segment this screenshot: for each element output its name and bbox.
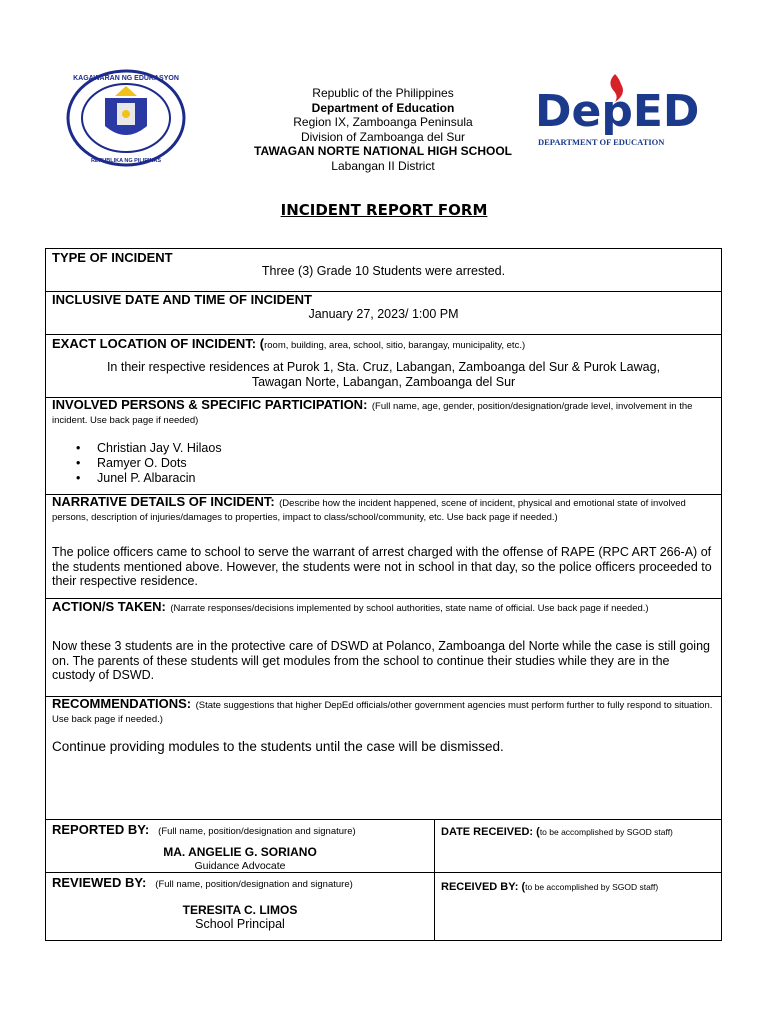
involved-persons-section <box>46 398 721 495</box>
incident-report-form <box>45 248 722 941</box>
narrative-label: NARRATIVE DETAILS OF INCIDENT: <box>52 494 275 509</box>
location-value-line-1: In their respective residences at Purok 1, Sta. Cruz, Labangan, Zamboanga del Sur & Purok Lawag, <box>106 360 661 374</box>
type-of-incident-section <box>46 249 721 292</box>
deped-logo <box>535 68 710 150</box>
deped-seal-logo <box>65 68 187 168</box>
persons-heading <box>52 399 712 427</box>
persons-hint: (Full name, age, gender, position/designation/grade level, involvement in the incident. Use back page if needed) <box>52 401 693 426</box>
received-by-heading <box>441 877 658 895</box>
reported-hint: (Full name, position/designation and signature) <box>158 826 356 837</box>
reported-heading <box>52 821 356 839</box>
narrative-section <box>46 495 721 599</box>
received-by-label: RECEIVED BY: ( <box>441 881 526 893</box>
deped-logo-text: DepED <box>535 86 700 137</box>
type-of-incident-value: Three (3) Grade 10 Students were arrested. <box>261 264 506 278</box>
reviewed-hint: (Full name, position/designation and signature) <box>155 879 353 890</box>
recommendations-hint: (State suggestions that higher DepEd officials/other government agencies must perform further to fully respond to situation. Use back page if needed.) <box>52 700 713 725</box>
reviewed-heading <box>52 874 353 892</box>
reviewed-section <box>46 873 721 940</box>
actions-hint: (Narrate responses/decisions implemented by school authorities, state name of official. Use back page if needed.) <box>170 603 649 614</box>
narrative-heading <box>52 496 714 524</box>
reported-position: Guidance Advocate <box>194 860 286 872</box>
location-label: EXACT LOCATION OF INCIDENT: ( <box>52 336 265 351</box>
location-section <box>46 335 721 398</box>
location-heading <box>52 335 525 353</box>
signature-column-divider <box>434 820 435 940</box>
reviewed-name: TERESITA C. LIMOS <box>182 903 298 917</box>
narrative-hint: (Describe how the incident happened, scene of incident, physical and emotional state of involved persons, description of injuries/damages to properties, impact to class/school/community, etc. Use back page if needed.) <box>52 498 686 523</box>
person-item: • Ramyer O. Dots <box>76 456 222 471</box>
date-time-value: January 27, 2023/ 1:00 PM <box>308 307 459 321</box>
actions-taken-section <box>46 599 721 697</box>
reviewed-label: REVIEWED BY: <box>52 875 147 890</box>
person-item: • Christian Jay V. Hilaos <box>76 441 222 456</box>
received-by-hint: to be accomplished by SGOD staff) <box>525 882 659 892</box>
reviewed-position: School Principal <box>195 917 285 931</box>
recommendations-label: RECOMMENDATIONS: <box>52 696 192 711</box>
department-line: Department of Education <box>311 100 455 115</box>
seal-text-top: KAGAWARAN NG EDUKASYON <box>73 75 179 82</box>
date-received-label: DATE RECEIVED: ( <box>441 826 540 838</box>
person-item: • Junel P. Albaracin <box>76 471 222 486</box>
recommendations-heading <box>52 698 714 726</box>
district-line: Labangan II District <box>331 158 435 173</box>
date-received-hint: to be accomplished by SGOD staff) <box>539 827 673 837</box>
form-title: INCIDENT REPORT FORM <box>280 201 488 219</box>
persons-list <box>76 441 222 486</box>
seal-text-bottom: REPUBLIKA NG PILIPINAS <box>90 158 162 164</box>
actions-text: Now these 3 students are in the protective care of DSWD at Polanco, Zamboanga del Norte while the case is still going on. The parents of these students will get modules from the school to continue their studies while they are in the custody of DSWD. <box>52 639 710 682</box>
type-of-incident-label: TYPE OF INCIDENT <box>52 250 173 265</box>
actions-heading <box>52 601 714 615</box>
recommendations-section <box>46 697 721 820</box>
location-value-line-2: Tawagan Norte, Labangan, Zamboanga del Sur <box>251 374 516 389</box>
persons-label: INVOLVED PERSONS & SPECIFIC PARTICIPATION: <box>52 397 368 412</box>
actions-label: ACTION/S TAKEN: <box>52 599 166 614</box>
location-hint: room, building, area, school, sitio, barangay, municipality, etc.) <box>264 340 526 351</box>
narrative-text: The police officers came to school to serve the warrant of arrest charged with the offense of RAPE (RPC ART 266-A) of the students mentioned above. However, the students were not in school in that day, so the police officers proceeded to their respective residence. <box>52 545 712 588</box>
date-time-section <box>46 292 721 335</box>
agency-block <box>228 86 538 174</box>
date-time-label: INCLUSIVE DATE AND TIME OF INCIDENT <box>52 292 312 307</box>
school-line: TAWAGAN NORTE NATIONAL HIGH SCHOOL <box>254 144 512 159</box>
recommendations-text: Continue providing modules to the students until the case will be dismissed. <box>52 739 504 754</box>
location-value <box>46 360 721 389</box>
republic-line: Republic of the Philippines <box>312 86 454 100</box>
deped-logo-subtitle: DEPARTMENT OF EDUCATION <box>538 137 665 147</box>
division-line: Division of Zamboanga del Sur <box>300 129 466 144</box>
reported-name: MA. ANGELIE G. SORIANO <box>163 845 317 859</box>
reported-section <box>46 820 721 873</box>
reported-label: REPORTED BY: <box>52 822 150 837</box>
region-line: Region IX, Zamboanga Peninsula <box>293 115 473 130</box>
date-received-heading <box>441 822 673 840</box>
